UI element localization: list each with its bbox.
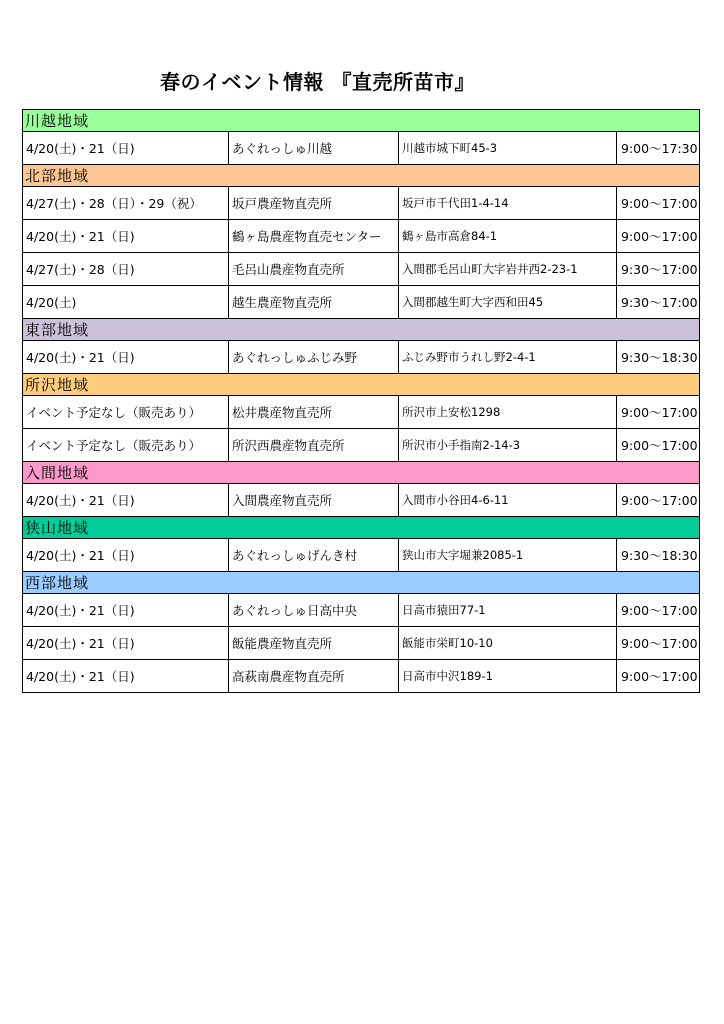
region-header — [23, 110, 700, 132]
venue-address: 所沢市上安松1298 — [399, 396, 617, 429]
venue-address: ふじみ野市うれし野2-4-1 — [399, 341, 617, 374]
venue-name: 松井農産物直売所 — [229, 396, 399, 429]
business-hours: 9:00〜17:00 — [617, 396, 700, 429]
table-row — [23, 539, 700, 572]
business-hours: 9:30〜18:30 — [617, 341, 700, 374]
event-date: 4/20(土)・21（日) — [23, 132, 229, 165]
page-title: 春のイベント情報 『直売所苗市』 — [160, 70, 475, 94]
event-date: 4/20(土)・21（日) — [23, 627, 229, 660]
event-date: 4/20(土)・21（日) — [23, 594, 229, 627]
event-date: 4/20(土)・21（日) — [23, 539, 229, 572]
venue-name: 飯能農産物直売所 — [229, 627, 399, 660]
venue-name: 入間農産物直売所 — [229, 484, 399, 517]
table-row — [23, 660, 700, 693]
venue-address: 入間市小谷田4-6-11 — [399, 484, 617, 517]
table-row — [23, 429, 700, 462]
venue-address: 狭山市大字堀兼2085-1 — [399, 539, 617, 572]
venue-address: 入間郡越生町大字西和田45 — [399, 286, 617, 319]
table-row — [23, 132, 700, 165]
business-hours: 9:00〜17:00 — [617, 660, 700, 693]
venue-address: 川越市城下町45-3 — [399, 132, 617, 165]
event-date: 4/27(土)・28（日）・29（祝） — [23, 187, 229, 220]
table-row — [23, 220, 700, 253]
region-header — [23, 319, 700, 341]
region-name: 北部地域 — [23, 165, 700, 187]
table-row — [23, 594, 700, 627]
business-hours: 9:00〜17:00 — [617, 594, 700, 627]
venue-name: 坂戸農産物直売所 — [229, 187, 399, 220]
venue-address: 鶴ヶ島市高倉84-1 — [399, 220, 617, 253]
business-hours: 9:30〜17:00 — [617, 253, 700, 286]
event-date: 4/20(土) — [23, 286, 229, 319]
region-name: 東部地域 — [23, 319, 700, 341]
table-row — [23, 484, 700, 517]
event-date: 4/20(土)・21（日) — [23, 484, 229, 517]
region-header — [23, 572, 700, 594]
region-name: 狭山地域 — [23, 517, 700, 539]
table-row — [23, 187, 700, 220]
venue-address: 所沢市小手指南2-14-3 — [399, 429, 617, 462]
business-hours: 9:00〜17:00 — [617, 220, 700, 253]
table-row — [23, 253, 700, 286]
business-hours: 9:00〜17:30 — [617, 132, 700, 165]
venue-name: あぐれっしゅ日高中央 — [229, 594, 399, 627]
event-date: 4/27(土)・28（日) — [23, 253, 229, 286]
venue-name: あぐれっしゅ川越 — [229, 132, 399, 165]
region-header — [23, 374, 700, 396]
business-hours: 9:00〜17:00 — [617, 484, 700, 517]
region-header — [23, 462, 700, 484]
business-hours: 9:30〜18:30 — [617, 539, 700, 572]
venue-name: 越生農産物直売所 — [229, 286, 399, 319]
venue-name: 高萩南農産物直売所 — [229, 660, 399, 693]
region-name: 所沢地域 — [23, 374, 700, 396]
region-header — [23, 517, 700, 539]
venue-name: あぐれっしゅふじみ野 — [229, 341, 399, 374]
event-date: 4/20(土)・21（日) — [23, 341, 229, 374]
event-date: 4/20(土)・21（日) — [23, 660, 229, 693]
business-hours: 9:30〜17:00 — [617, 286, 700, 319]
venue-address: 坂戸市千代田1-4-14 — [399, 187, 617, 220]
table-row — [23, 341, 700, 374]
event-table — [22, 109, 700, 693]
venue-address: 日高市猿田77-1 — [399, 594, 617, 627]
event-date: 4/20(土)・21（日) — [23, 220, 229, 253]
venue-name: 鶴ヶ島農産物直売センター — [229, 220, 399, 253]
region-name: 入間地域 — [23, 462, 700, 484]
table-row — [23, 396, 700, 429]
venue-name: 所沢西農産物直売所 — [229, 429, 399, 462]
region-name: 川越地域 — [23, 110, 700, 132]
table-row — [23, 627, 700, 660]
business-hours: 9:00〜17:00 — [617, 429, 700, 462]
business-hours: 9:00〜17:00 — [617, 187, 700, 220]
table-row — [23, 286, 700, 319]
venue-name: 毛呂山農産物直売所 — [229, 253, 399, 286]
region-header — [23, 165, 700, 187]
venue-address: 日高市中沢189-1 — [399, 660, 617, 693]
event-date: イベント予定なし（販売あり） — [23, 396, 229, 429]
region-name: 西部地域 — [23, 572, 700, 594]
event-date: イベント予定なし（販売あり） — [23, 429, 229, 462]
venue-address: 飯能市栄町10-10 — [399, 627, 617, 660]
venue-name: あぐれっしゅげんき村 — [229, 539, 399, 572]
business-hours: 9:00〜17:00 — [617, 627, 700, 660]
venue-address: 入間郡毛呂山町大字岩井西2-23-1 — [399, 253, 617, 286]
